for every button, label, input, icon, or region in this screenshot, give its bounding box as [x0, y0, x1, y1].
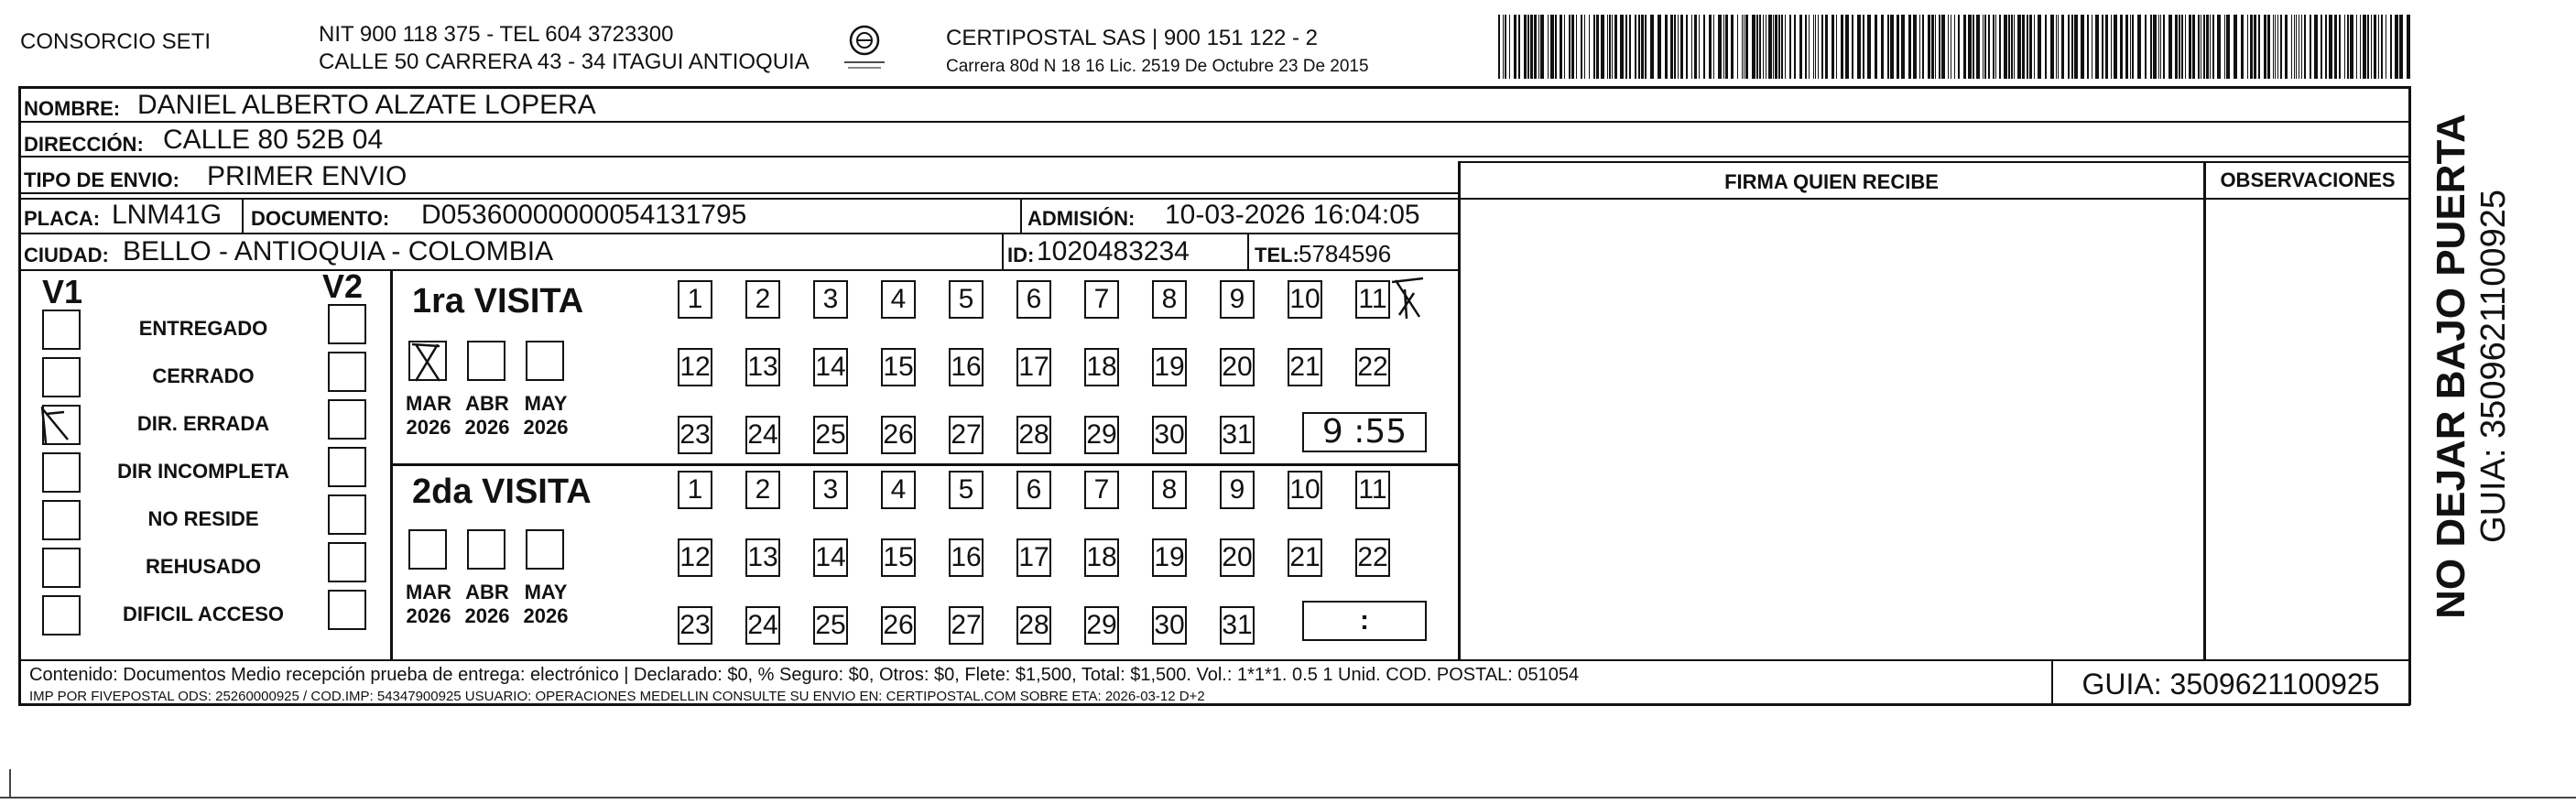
- observaciones-header: OBSERVACIONES: [2220, 168, 2396, 191]
- second-visit-day-box[interactable]: 23: [678, 606, 712, 645]
- first-visit-day-box[interactable]: 21: [1288, 348, 1322, 386]
- address-line: CALLE 50 CARRERA 43 - 34 ITAGUI ANTIOQUIA: [319, 49, 810, 74]
- first-visit-day-box[interactable]: 6: [1016, 280, 1051, 319]
- ciudad-value: BELLO - ANTIOQUIA - COLOMBIA: [123, 236, 554, 266]
- status-label: DIR INCOMPLETA: [117, 460, 289, 483]
- status-label: REHUSADO: [146, 555, 261, 578]
- first-visit-day-box[interactable]: 16: [949, 348, 984, 386]
- second-visit-day-box[interactable]: 20: [1220, 538, 1255, 577]
- first-visit-day-box[interactable]: 17: [1016, 348, 1051, 386]
- first-visit-year-label: 2026: [464, 416, 510, 439]
- first-visit-time: 9 :55: [1321, 413, 1408, 451]
- second-visit-day-box[interactable]: 21: [1288, 538, 1322, 577]
- direccion-value: CALLE 80 52B 04: [163, 125, 384, 155]
- second-visit-day-box[interactable]: 29: [1084, 606, 1119, 645]
- second-visit-day-box[interactable]: 28: [1016, 606, 1051, 645]
- v2-checkbox[interactable]: [328, 494, 366, 535]
- second-visit-day-box[interactable]: 1: [678, 471, 712, 509]
- admision-value: 10-03-2026 16:04:05: [1165, 200, 1420, 230]
- second-visit-day-box[interactable]: 16: [949, 538, 984, 577]
- footer-guia: GUIA: 3509621100925: [2081, 668, 2380, 701]
- second-visit-day-box[interactable]: 18: [1084, 538, 1119, 577]
- first-visit-year-label: 2026: [523, 416, 569, 439]
- first-visit-day-box[interactable]: 10: [1288, 280, 1322, 319]
- placa-value: LNM41G: [112, 200, 223, 230]
- check-mark-march-icon: [408, 341, 445, 385]
- first-visit-day-box[interactable]: 9: [1220, 280, 1255, 319]
- second-visit-day-box[interactable]: 5: [949, 471, 984, 509]
- second-visit-month-checkbox[interactable]: [467, 529, 505, 570]
- second-visit-month-checkbox[interactable]: [408, 529, 447, 570]
- v1-checkbox[interactable]: [42, 548, 81, 588]
- first-visit-day-box[interactable]: 31: [1220, 416, 1255, 454]
- tipo-envio-value: PRIMER ENVIO: [207, 161, 408, 191]
- no-dejar-bajo-puerta: NO DEJAR BAJO PUERTA: [2429, 114, 2473, 619]
- direccion-label: DIRECCIÓN:: [24, 133, 144, 156]
- ciudad-label: CIUDAD:: [24, 244, 109, 266]
- first-visit-month-label: MAY: [524, 392, 568, 415]
- second-visit-day-box[interactable]: 19: [1152, 538, 1187, 577]
- v2-checkbox[interactable]: [328, 590, 366, 630]
- second-visit-day-box[interactable]: 6: [1016, 471, 1051, 509]
- check-mark-dir-errada-icon: [37, 403, 73, 447]
- first-visit-day-box[interactable]: 18: [1084, 348, 1119, 386]
- license-line: Carrera 80d N 18 16 Lic. 2519 De Octubre 23 De 2015: [946, 57, 1369, 76]
- second-visit-day-box[interactable]: 25: [813, 606, 848, 645]
- second-visit-day-box[interactable]: 17: [1016, 538, 1051, 577]
- second-visit-day-box[interactable]: 30: [1152, 606, 1187, 645]
- nit-line: NIT 900 118 375 - TEL 604 3723300: [319, 22, 674, 47]
- v1-checkbox[interactable]: [42, 452, 81, 493]
- second-visit-day-box[interactable]: 14: [813, 538, 848, 577]
- footer-imp-line: IMP POR FIVEPOSTAL ODS: 25260000925 / COD.IMP: 54347900925 USUARIO: OPERACIONES MEDELLIN CONSULTE SU ENVIO EN: CERTIPOSTAL.COM SOBRE ETA: 2026-03-12 D+2: [29, 689, 1205, 704]
- first-visit-day-box[interactable]: 3: [813, 280, 848, 319]
- barcode: [1498, 15, 2414, 79]
- second-visit-year-label: 2026: [406, 604, 451, 627]
- first-visit-day-box[interactable]: 20: [1220, 348, 1255, 386]
- nombre-value: DANIEL ALBERTO ALZATE LOPERA: [137, 90, 596, 120]
- tel-value: 5784596: [1299, 240, 1392, 267]
- first-visit-month-checkbox[interactable]: [526, 341, 564, 381]
- first-visit-year-label: 2026: [406, 416, 451, 439]
- first-visit-day-box[interactable]: 12: [678, 348, 712, 386]
- second-visit-day-box[interactable]: 4: [881, 471, 916, 509]
- firma-header: FIRMA QUIEN RECIBE: [1724, 170, 1939, 193]
- documento-label: DOCUMENTO:: [251, 207, 390, 230]
- admision-label: ADMISIÓN:: [1027, 207, 1136, 230]
- second-visit-time-box[interactable]: [1302, 601, 1427, 641]
- v1-checkbox[interactable]: [42, 310, 81, 350]
- first-visit-day-box[interactable]: 23: [678, 416, 712, 454]
- first-visit-day-box[interactable]: 29: [1084, 416, 1119, 454]
- first-visit-day-box[interactable]: 13: [745, 348, 780, 386]
- second-visit-day-box[interactable]: 26: [881, 606, 916, 645]
- v1-label: V1: [42, 273, 83, 310]
- status-label: NO RESIDE: [147, 507, 259, 530]
- first-visit-title: 1ra VISITA: [412, 282, 584, 321]
- tipo-envio-label: TIPO DE ENVIO:: [24, 168, 179, 191]
- first-visit-month-checkbox[interactable]: [467, 341, 505, 381]
- status-label: DIFICIL ACCESO: [122, 603, 284, 625]
- nombre-label: NOMBRE:: [24, 97, 121, 120]
- v1-checkbox[interactable]: [42, 500, 81, 540]
- first-visit-day-box[interactable]: 11: [1355, 280, 1390, 319]
- second-visit-year-label: 2026: [523, 604, 569, 627]
- second-visit-month-label: MAR: [405, 581, 452, 603]
- second-visit-day-box[interactable]: 9: [1220, 471, 1255, 509]
- documento-value: D05360000000054131795: [421, 200, 747, 230]
- second-visit-day-box[interactable]: 31: [1220, 606, 1255, 645]
- tel-label: TEL:: [1255, 244, 1299, 266]
- second-visit-day-box[interactable]: 22: [1355, 538, 1390, 577]
- second-visit-year-label: 2026: [464, 604, 510, 627]
- second-visit-month-checkbox[interactable]: [526, 529, 564, 570]
- second-visit-day-box[interactable]: 7: [1084, 471, 1119, 509]
- first-visit-month-label: MAR: [405, 392, 452, 415]
- v2-checkbox[interactable]: [328, 304, 366, 344]
- id-value: 1020483234: [1037, 236, 1190, 266]
- second-visit-day-box[interactable]: 3: [813, 471, 848, 509]
- certipostal-logo-icon: [839, 22, 890, 73]
- footer-content-line: Contenido: Documentos Medio recepción prueba de entrega: electrónico | Declarado: $0, % Seguro: $0, Otros: $0, Flete: $1,500, Total: $1,500. Vol.: 1*1*1. 0.5 1 Unid. COD. POSTAL: 051054: [29, 665, 1580, 685]
- second-visit-day-box[interactable]: 24: [745, 606, 780, 645]
- v2-checkbox[interactable]: [328, 352, 366, 392]
- certipostal-line: CERTIPOSTAL SAS | 900 151 122 - 2: [946, 26, 1318, 50]
- v2-checkbox[interactable]: [328, 447, 366, 487]
- first-visit-day-box[interactable]: 27: [949, 416, 984, 454]
- v2-checkbox[interactable]: [328, 542, 366, 582]
- second-visit-day-box[interactable]: 27: [949, 606, 984, 645]
- v1-checkbox[interactable]: [42, 357, 81, 397]
- first-visit-day-box[interactable]: 30: [1152, 416, 1187, 454]
- first-visit-day-box[interactable]: 8: [1152, 280, 1187, 319]
- second-visit-day-box[interactable]: 8: [1152, 471, 1187, 509]
- second-visit-day-box[interactable]: 11: [1355, 471, 1390, 509]
- first-visit-day-box[interactable]: 28: [1016, 416, 1051, 454]
- second-visit-time: :: [1360, 605, 1369, 636]
- first-visit-day-box[interactable]: 7: [1084, 280, 1119, 319]
- first-visit-day-box[interactable]: 15: [881, 348, 916, 386]
- first-visit-time-box[interactable]: [1302, 412, 1427, 452]
- v1-checkbox[interactable]: [42, 595, 81, 636]
- first-visit-day-box[interactable]: 25: [813, 416, 848, 454]
- first-visit-day-box[interactable]: 4: [881, 280, 916, 319]
- first-visit-day-box[interactable]: 24: [745, 416, 780, 454]
- second-visit-day-box[interactable]: 12: [678, 538, 712, 577]
- status-label: ENTREGADO: [138, 317, 268, 340]
- side-guia: GUIA: 3509621100925: [2474, 190, 2513, 543]
- v2-checkbox[interactable]: [328, 399, 366, 440]
- first-visit-month-label: ABR: [465, 392, 509, 415]
- second-visit-day-box[interactable]: 10: [1288, 471, 1322, 509]
- second-visit-day-box[interactable]: 13: [745, 538, 780, 577]
- first-visit-day-box[interactable]: 5: [949, 280, 984, 319]
- first-visit-day-box[interactable]: 2: [745, 280, 780, 319]
- id-label: ID:: [1007, 244, 1035, 266]
- second-visit-day-box[interactable]: 15: [881, 538, 916, 577]
- second-visit-title: 2da VISITA: [412, 473, 592, 511]
- first-visit-day-box[interactable]: 14: [813, 348, 848, 386]
- v2-label: V2: [322, 267, 364, 305]
- second-visit-day-box[interactable]: 2: [745, 471, 780, 509]
- first-visit-day-box[interactable]: 1: [678, 280, 712, 319]
- placa-label: PLACA:: [24, 207, 101, 230]
- first-visit-day-box[interactable]: 22: [1355, 348, 1390, 386]
- second-visit-month-label: MAY: [524, 581, 568, 603]
- company-name: CONSORCIO SETI: [20, 29, 212, 54]
- first-visit-day-box[interactable]: 19: [1152, 348, 1187, 386]
- status-label: DIR. ERRADA: [136, 412, 270, 435]
- second-visit-month-label: ABR: [465, 581, 509, 603]
- status-label: CERRADO: [152, 364, 255, 387]
- check-mark-day-11-icon: [1386, 275, 1427, 321]
- first-visit-day-box[interactable]: 26: [881, 416, 916, 454]
